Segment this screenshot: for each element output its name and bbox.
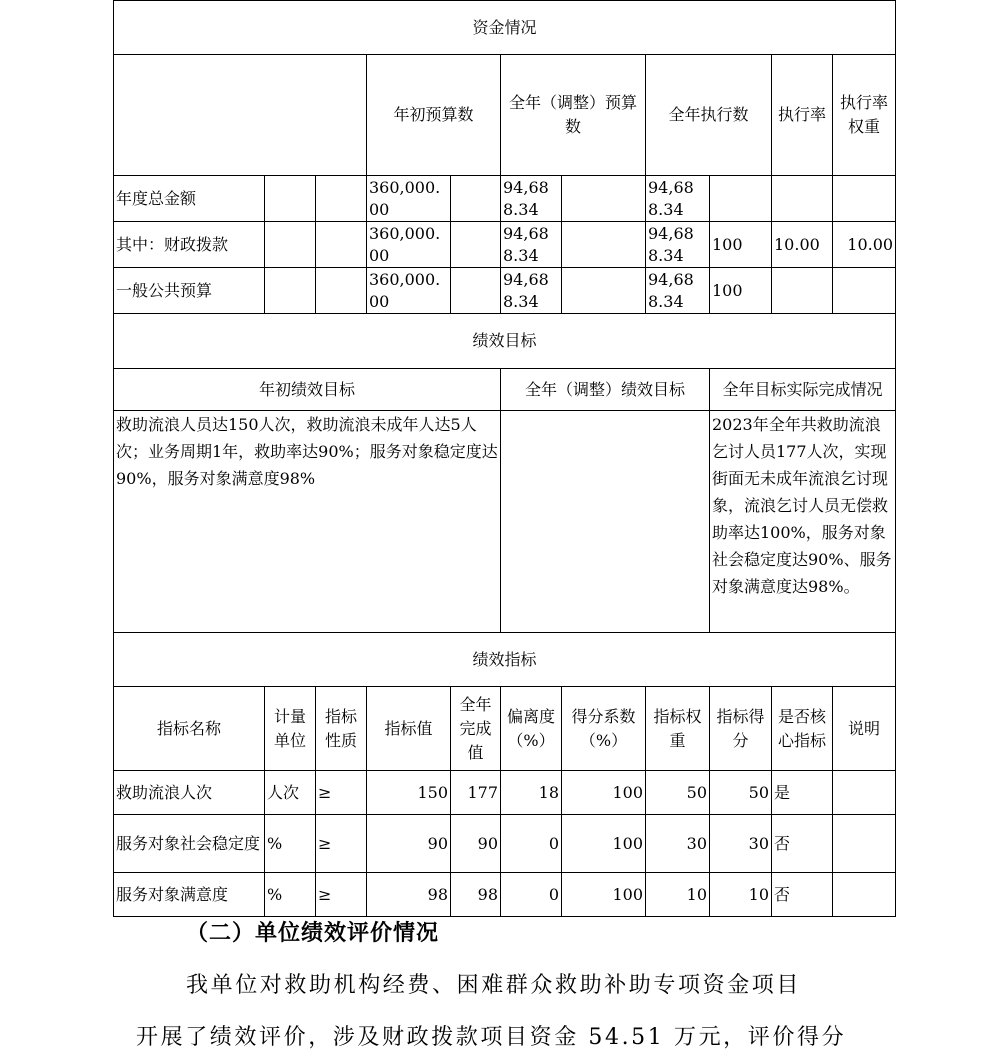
funds-row-adjusted: 94,688.34	[501, 222, 562, 268]
section-paragraph-line-2: 开展了绩效评价，涉及财政拨款项目资金 54.51 万元，评价得分	[136, 1025, 847, 1050]
indicator-name: 救助流浪人次	[114, 771, 265, 815]
indicator-header-deviation: 偏离度（%）	[501, 687, 562, 771]
indicator-unit: %	[265, 815, 316, 873]
funds-row-name: 一般公共预算	[114, 268, 265, 314]
indicator-row	[114, 771, 896, 815]
indicator-score: 30	[710, 815, 772, 873]
indicator-header-actual: 全年完成值	[451, 687, 501, 771]
funds-row-rate: 100	[710, 268, 772, 314]
section-heading: （二）单位绩效评价情况	[186, 920, 440, 946]
goals-title: 绩效目标	[114, 314, 896, 369]
funds-header-weight: 执行率权重	[833, 55, 896, 176]
performance-table	[113, 0, 896, 917]
funds-row-executed: 94,688.34	[646, 268, 710, 314]
funds-row-rate: 100	[710, 222, 772, 268]
funds-row-blank	[265, 222, 316, 268]
indicator-actual: 98	[451, 873, 501, 917]
indicator-target: 98	[367, 873, 451, 917]
funds-row-name: 其中：财政拨款	[114, 222, 265, 268]
indicator-nature: ≥	[316, 771, 367, 815]
indicator-target: 150	[367, 771, 451, 815]
indicator-coef: 100	[562, 771, 646, 815]
funds-header-adjusted: 全年（调整）预算数	[501, 55, 646, 176]
funds-row	[114, 268, 896, 314]
funds-row-initial: 360,000.00	[367, 268, 451, 314]
funds-row-score: 10.00	[833, 222, 896, 268]
indicator-nature: ≥	[316, 815, 367, 873]
indicator-header-note: 说明	[833, 687, 896, 771]
funds-header-rate: 执行率	[772, 55, 833, 176]
goals-header-adjusted: 全年（调整）绩效目标	[501, 369, 710, 411]
indicator-note	[833, 873, 896, 917]
funds-row-blank	[316, 222, 367, 268]
funds-row-score	[833, 268, 896, 314]
funds-row-name: 年度总金额	[114, 176, 265, 222]
funds-row-weight	[772, 268, 833, 314]
indicator-header-weight: 指标权重	[646, 687, 710, 771]
indicator-row	[114, 815, 896, 873]
funds-row-blank	[562, 268, 646, 314]
funds-row-weight: 10.00	[772, 222, 833, 268]
indicator-core: 否	[772, 873, 833, 917]
funds-row-blank	[451, 176, 501, 222]
indicator-unit: 人次	[265, 771, 316, 815]
funds-row-blank	[451, 222, 501, 268]
funds-row-rate	[710, 176, 772, 222]
indicator-coef: 100	[562, 873, 646, 917]
indicator-core: 否	[772, 815, 833, 873]
indicator-header-coef: 得分系数（%）	[562, 687, 646, 771]
funds-header-initial: 年初预算数	[367, 55, 501, 176]
funds-row-blank	[451, 268, 501, 314]
funds-row-adjusted: 94,688.34	[501, 176, 562, 222]
funds-header-executed: 全年执行数	[646, 55, 772, 176]
funds-row	[114, 222, 896, 268]
goals-header-initial: 年初绩效目标	[114, 369, 501, 411]
funds-row-blank	[316, 268, 367, 314]
indicator-header-name: 指标名称	[114, 687, 265, 771]
indicator-coef: 100	[562, 815, 646, 873]
indicator-deviation: 0	[501, 815, 562, 873]
funds-header-blank	[114, 55, 367, 176]
indicator-actual: 90	[451, 815, 501, 873]
indicator-nature: ≥	[316, 873, 367, 917]
indicator-note	[833, 771, 896, 815]
indicator-score: 50	[710, 771, 772, 815]
section-paragraph-line-1: 我单位对救助机构经费、困难群众救助补助专项资金项目	[186, 973, 802, 998]
indicator-weight: 30	[646, 815, 710, 873]
funds-row-blank	[265, 176, 316, 222]
funds-row-weight	[772, 176, 833, 222]
goals-actual-text: 2023年全年共救助流浪乞讨人员177人次，实现街面无未成年流浪乞讨现象，流浪乞讨人员无偿救助率达100%，服务对象社会稳定度达90%、服务对象满意度达98%。	[710, 411, 896, 633]
funds-row	[114, 176, 896, 222]
funds-row-initial: 360,000.00	[367, 222, 451, 268]
funds-row-score	[833, 176, 896, 222]
indicator-actual: 177	[451, 771, 501, 815]
goals-header-actual: 全年目标实际完成情况	[710, 369, 896, 411]
indicator-deviation: 18	[501, 771, 562, 815]
funds-row-adjusted: 94,688.34	[501, 268, 562, 314]
indicator-note	[833, 815, 896, 873]
indicator-deviation: 0	[501, 873, 562, 917]
funds-row-blank	[562, 176, 646, 222]
funds-row-executed: 94,688.34	[646, 176, 710, 222]
indicator-header-target: 指标值	[367, 687, 451, 771]
indicator-header-score: 指标得分	[710, 687, 772, 771]
indicator-unit: %	[265, 873, 316, 917]
goals-initial-text: 救助流浪人员达150人次，救助流浪未成年人达5人次；业务周期1年，救助率达90%；服务对象稳定度达90%，服务对象满意度98%	[114, 411, 501, 633]
funds-row-blank	[562, 222, 646, 268]
indicator-core: 是	[772, 771, 833, 815]
indicator-row	[114, 873, 896, 917]
indicator-header-core: 是否核心指标	[772, 687, 833, 771]
goals-adjusted-text	[501, 411, 710, 633]
indicator-score: 10	[710, 873, 772, 917]
indicator-header-unit: 计量单位	[265, 687, 316, 771]
funds-row-executed: 94,688.34	[646, 222, 710, 268]
indicator-name: 服务对象社会稳定度	[114, 815, 265, 873]
indicator-target: 90	[367, 815, 451, 873]
indicator-name: 服务对象满意度	[114, 873, 265, 917]
funds-title: 资金情况	[114, 1, 896, 55]
indicator-header-nature: 指标性质	[316, 687, 367, 771]
funds-row-blank	[265, 268, 316, 314]
funds-row-initial: 360,000.00	[367, 176, 451, 222]
indicator-weight: 50	[646, 771, 710, 815]
indicators-title: 绩效指标	[114, 633, 896, 687]
funds-row-blank	[316, 176, 367, 222]
indicator-weight: 10	[646, 873, 710, 917]
